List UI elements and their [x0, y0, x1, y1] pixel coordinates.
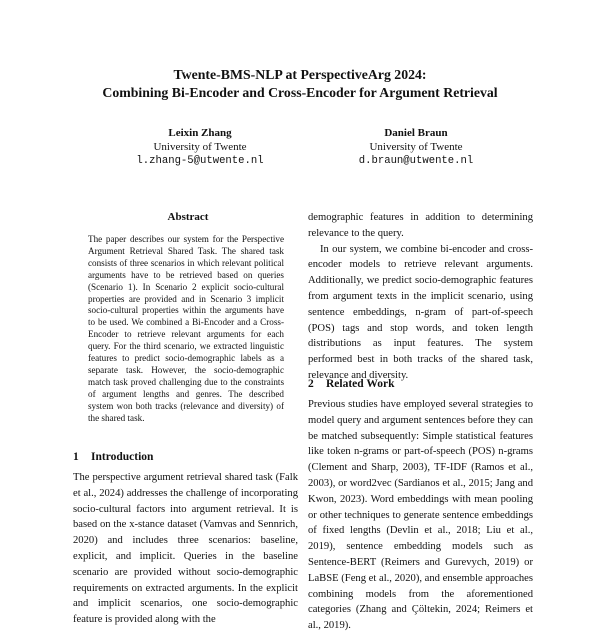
abstract-text: The paper describes our system for the Perspective Argument Retrieval Shared Task. The shared task consists of three scenarios in which relevant political arguments have to be retrieved based on queries (Scenario 1). In Scenario 2 explicit socio-cultural properties are provided and in Scenario 3 implicit socio-cultural properties within the arguments have to be used. We combined a Bi-Encoder and a Cross-Encoder to retrieve relevant arguments for each query. For the third scenario, we extracted linguistic features to predict socio-demographic labels as a separate task. However, the socio-demographic match task proved challenging due to the constraints of argument lengths and genres. The described system won both tracks (relevance and diversity) of the shared task.: [88, 234, 284, 423]
section-heading-related-work: [308, 378, 394, 390]
author-affiliation: University of Twente: [369, 141, 463, 153]
title-line-1: Twente-BMS-NLP at PerspectiveArg 2024:: [173, 67, 427, 82]
paragraph: In our system, we combine bi-encoder and cross-encoder models to retrieve relevant arguments. Additionally, we predict socio-demographic features from argument texts in the implicit scenario, using sentence embeddings, n-gram of part-of-speech (POS) tags and stop words, and token length distributions as input features. The system performed best in both tracks of the shared task, relevance and diversity.: [308, 243, 533, 381]
title-line-2: Combining Bi-Encoder and Cross-Encoder for Argument Retrieval: [102, 85, 498, 100]
section-number: 1: [73, 451, 79, 463]
author-email: l.zhang-5@utwente.nl: [136, 155, 264, 167]
introduction-text: [73, 470, 298, 628]
author-name: Leixin Zhang: [168, 127, 232, 139]
section-number: 2: [308, 378, 314, 390]
section-title: Introduction: [91, 451, 154, 463]
author-affiliation: University of Twente: [153, 141, 247, 153]
paper-title: [0, 66, 600, 102]
paragraph: The perspective argument retrieval shared task (Falk et al., 2024) addresses the challenge of incorporating socio-cultural factors into argument retrieval. It is based on the x-stance dataset (Vamvas and Sennrich, 2020) and includes three scenarios: baseline, explicit, and implicit. Queries in the baseline scenario are provided without socio-demographic requirements on extracted arguments. In the explicit and implicit scenarios, one socio-demographic feature is provided along with the: [73, 472, 298, 626]
related-work-text: [308, 397, 533, 634]
section-heading-introduction: [73, 451, 153, 463]
abstract-heading: Abstract: [167, 211, 209, 223]
author-name: Daniel Braun: [384, 127, 448, 139]
author-2: [316, 126, 516, 168]
section-title: Related Work: [326, 378, 395, 390]
paragraph: Previous studies have employed several strategies to model query and argument sentences before they can be matched subsequently: Simple statistical features like token n-grams or part-of-speech (POS) n-grams (Clement and Sharp, 2003), TF-IDF (Ramos et al., 2003), or word2vec (Sardianos et al., 2015; Jang and Kwon, 2023). Word embeddings with mean pooling or other techniques to generate sentence embeddings of fixed lengths (Devlin et al., 2018; Liu et al., 2019), sentence embedding models such as Sentence-BERT (Reimers and Gurevych, 2019) or LaBSE (Feng et al., 2020), and ensemble approaches combining models from the aforementioned categories (Zhang and Çöltekin, 2024; Reimers et al., 2019).: [308, 399, 533, 632]
right-column-intro-continued: [308, 210, 533, 384]
author-1: [100, 126, 300, 168]
paragraph: demographic features in addition to determining relevance to the query.: [308, 212, 533, 239]
author-email: d.braun@utwente.nl: [358, 155, 474, 167]
